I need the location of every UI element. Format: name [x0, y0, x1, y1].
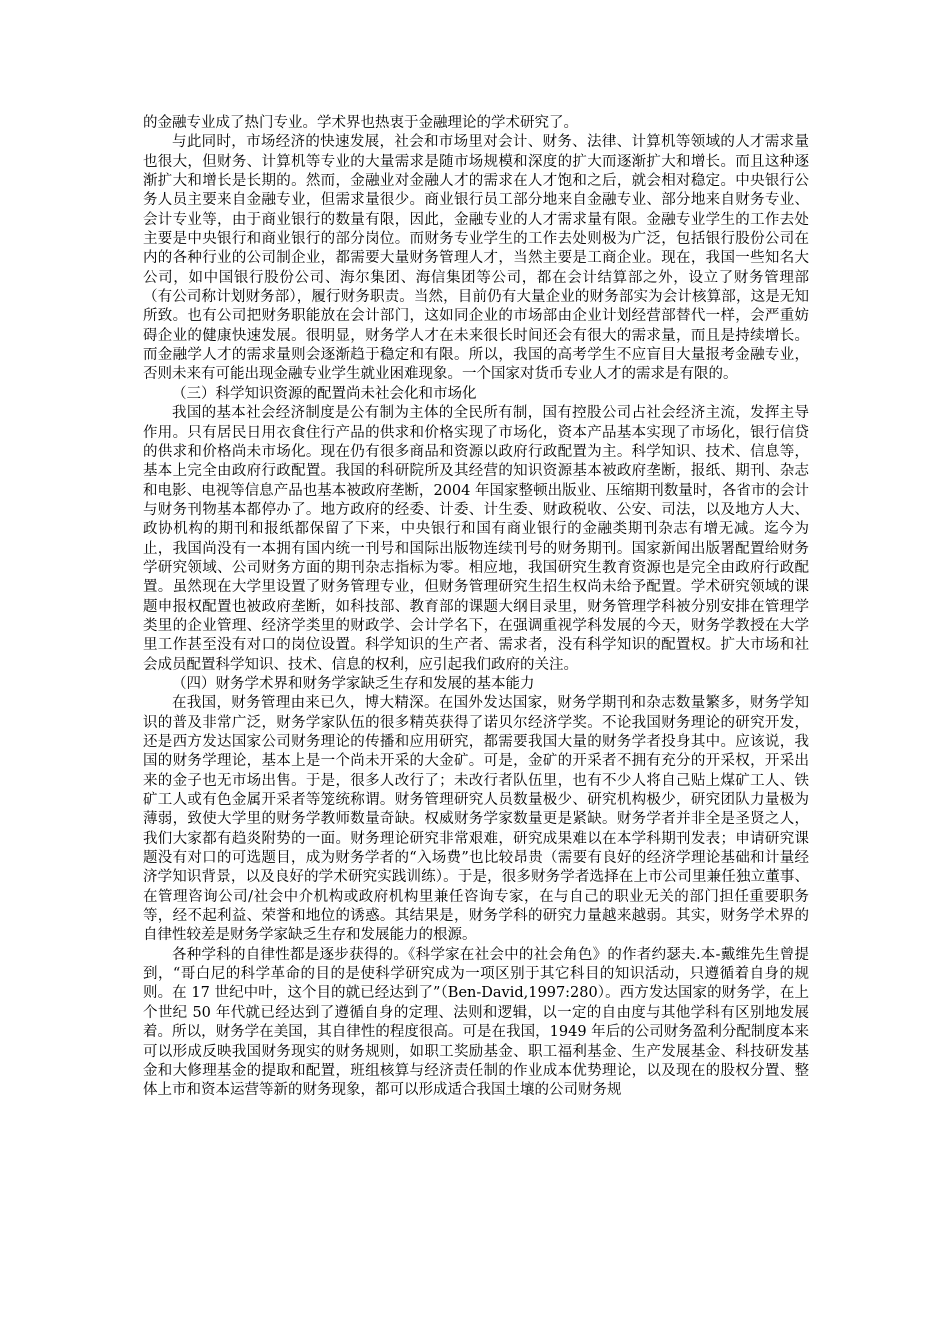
- paragraph-finance-scholars: 在我国，财务管理由来已久，博大精深。在国外发达国家，财务学期刊和杂志数量繁多，财务学知识的普及非常广泛，财务学家队伍的很多精英获得了诺贝尔经济学奖。不论我国财务理论的研究开发，还是西方发达国家公司财务理论的传播和应用研究，都需要我国大量的财务学者投身其中。应该说，我国的财务学理论，基本上是一个尚未开采的大金矿。可是，金矿的开采者不拥有充分的开采权，开采出来的金子也无市场出售。于是，很多人改行了；未改行者队伍里，也有不少人将自己贴上煤矿工人、铁矿工人或有色金属开采者等笼统称谓。财务管理研究人员数量极少、研究机构极少，研究团队力量极为薄弱，致使大学里的财务学教师数量奇缺。权威财务学家数量更是紧缺。财务学者并非全是圣贤之人，我们大家都有趋炎附势的一面。财务理论研究非常艰难，研究成果难以在本学科期刊发表；申请研究课题没有对口的可选题目，成为财务学者的“入场费”也比较昂贵（需要有良好的经济学理论基础和计量经济学知识背景，以及良好的学术研究实践训练）。于是，很多财务学者选择在上市公司里兼任独立董事、在管理咨询公司/社会中介机构或政府机构里兼任咨询专家，在与自己的职业无关的部门担任重要职务等，经不起利益、荣誉和地位的诱惑。其结果是，财务学科的研究力量越来越弱。其实，财务学术界的自律性较差是财务学家缺乏生存和发展能力的根源。: [143, 695, 809, 944]
- paragraph-discipline-autonomy: 各种学科的自律性都是逐步获得的。《科学家在社会中的社会角色》的作者约瑟夫.本-戴维先生曾提到，“哥白尼的科学革命的目的是使科学研究成为一项区别于其它科目的知识活动，只遵循着自身的规则。在 17 世纪中叶，这个目的就已经达到了”（Ben-David,1997:280）。西方发达国家的财务学，在上个世纪 50 年代就已经达到了遵循自身的定理、法则和逻辑，以一定的自由度与其他学科有区别地发展着。所以，财务学在美国，其自律性的程度很高。可是在我国，1949 年后的公司财务盈利分配制度本来可以形成反映我国财务现实的财务规则，如职工奖励基金、职工福利基金、生产发展基金、科技研发基金和大修理基金的提取和配置，班组核算与经济责任制的作业成本优势理论，以及现在的股权分置、整体上市和资本运营等新的财务现象，都可以形成适合我国土壤的公司财务规: [143, 946, 809, 1099]
- paragraph-knowledge-allocation: 我国的基本社会经济制度是公有制为主体的全民所有制，国有控股公司占社会经济主流，发挥主导作用。只有居民日用衣食住行产品的供求和价格实现了市场化，资本产品基本实现了市场化，银行信贷的供求和价格尚未市场化。现在仍有很多商品和资源以政府行政配置为主。科学知识、技术、信息等，基本上完全由政府行政配置。我国的科研院所及其经营的知识资源基本被政府垄断，报纸、期刊、杂志和电影、电视等信息产品也基本被政府垄断，2004 年国家整顿出版业、压缩期刊数量时，各省市的会计与财务刊物基本都停办了。地方政府的经委、计委、计生委、财政税收、公安、司法，以及地方人大、政协机构的期刊和报纸都保留了下来，中央银行和国有商业银行的金融类期刊杂志有增无减。迄今为止，我国尚没有一本拥有国内统一刊号和国际出版物连续刊号的财务期刊。国家新闻出版署配置给财务学研究领域、公司财务方面的期刊杂志指标为零。相应地，我国研究生教育资源也是完全由政府行政配置。虽然现在大学里设置了财务管理专业，但财务管理研究生招生权尚未给予配置。学术研究领域的课题申报权配置也被政府垄断，如科技部、教育部的课题大纲目录里，财务管理学科被分别安排在管理学类里的企业管理、经济学类里的财政学、会计学名下，在强调重视学科发展的今天，财务学教授在大学里工作甚至没有对口的岗位设置。科学知识的生产者、需求者，没有科学知识的配置权。扩大市场和社会成员配置科学知识、技术、信息的权利，应引起我们政府的关注。: [143, 405, 809, 673]
- section-heading-3: （三）科学知识资源的配置尚未社会化和市场化: [172, 385, 477, 402]
- paragraph-talent-demand: 与此同时，市场经济的快速发展，社会和市场里对会计、财务、法律、计算机等领域的人才需求量也很大，但财务、计算机等专业的大量需求是随市场规模和深度的扩大而逐渐扩大和增长。而且这种逐渐扩大和增长是长期的。然而，金融业对金融人才的需求在人才饱和之后，就会相对稳定。中央银行公务人员主要来自金融专业，但需求量很少。商业银行员工部分地来自金融专业、部分地来自财务专业、会计专业等，由于商业银行的数量有限，因此，金融专业的人才需求量有限。金融专业学生的工作去处主要是中央银行和商业银行的部分岗位。而财务专业学生的工作去处则极为广泛，包括银行股份公司在内的各种行业的公司制企业，都需要大量财务管理人才，当然主要是工商企业。现在，我国一些知名大公司，如中国银行股份公司、海尔集团、海信集团等公司，都在会计结算部之外，设立了财务管理部（有公司称计划财务部），履行财务职责。当然，目前仍有大量企业的财务部实为会计核算部，这是无知所致。也有公司把财务职能放在会计部门，这如同企业的市场部由企业计划经营部替代一样，会严重妨碍企业的健康快速发展。很明显，财务学人才在未来很长时间还会有很大的需求量，而且是持续增长。而金融学人才的需求量则会逐渐趋于稳定和有限。所以，我国的高考学生不应盲目大量报考金融专业，否则未来有可能出现金融专业学生就业困难现象。一个国家对货币专业人才的需求是有限的。: [143, 134, 809, 383]
- document-page: [143, 114, 809, 1101]
- section-heading-4: （四）财务学术界和财务学家缺乏生存和发展的基本能力: [172, 675, 535, 692]
- paragraph-continuation: 的金融专业成了热门专业。学术界也热衷于金融理论的学术研究了。: [143, 115, 578, 131]
